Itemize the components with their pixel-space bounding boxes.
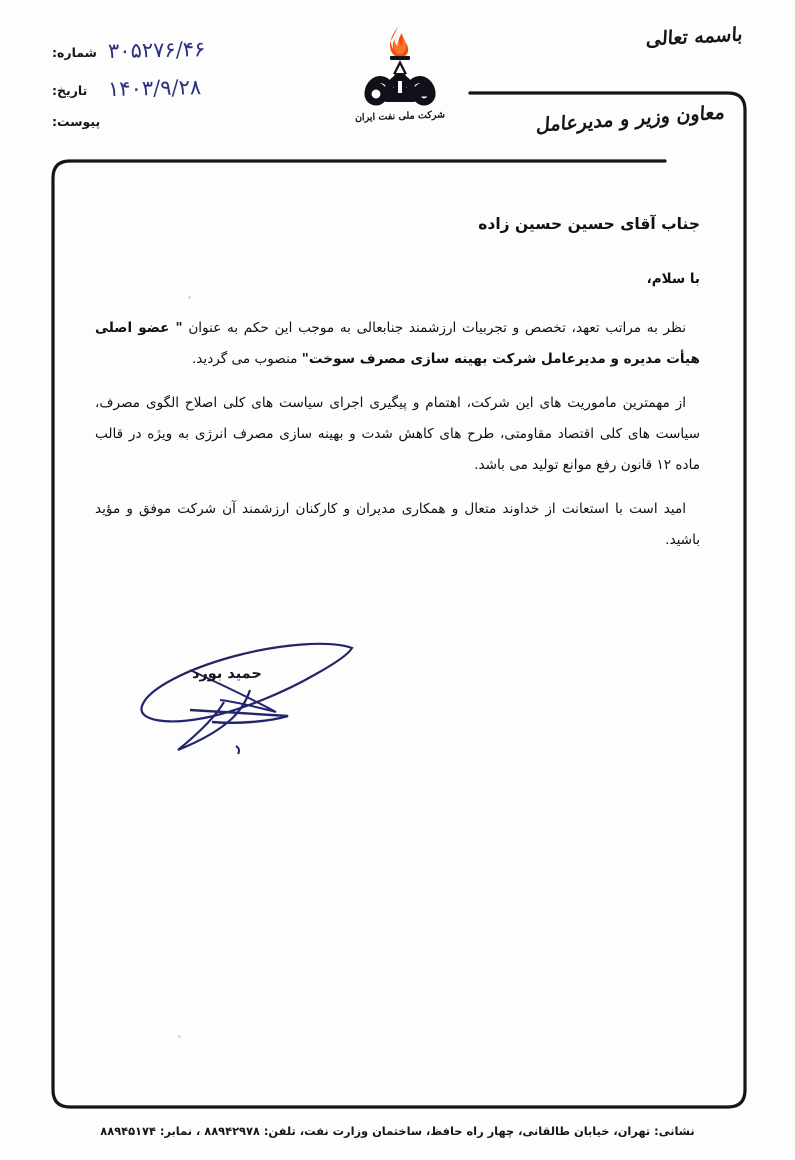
reference-number-label: شماره: bbox=[52, 45, 97, 60]
reference-date-label: تاریخ: bbox=[52, 83, 88, 98]
reference-date-value: ۱۴۰۳/۹/۲۸ bbox=[107, 75, 202, 102]
addressee-line: جناب آقای حسین حسین زاده bbox=[478, 215, 700, 233]
nioc-logo-caption: شرکت ملی نفت ایران bbox=[354, 109, 446, 124]
paragraph-1-intro: نظر به مراتب تعهد، تخصص و تجربیات ارزشمند جنابعالی به موجب این حکم به عنوان bbox=[188, 320, 686, 336]
reference-number-value: ۳۰۵۲۷۶/۴۶ bbox=[107, 37, 206, 64]
reference-number-row bbox=[52, 38, 267, 76]
basmala-text: باسمه تعالی bbox=[645, 23, 744, 51]
letter-body bbox=[95, 215, 700, 569]
paragraph-closing: امید است با استعانت از خداوند متعال و همکاری مدیران و کارکنان ارزشمند آن شرکت موفق و مؤید باشید. bbox=[95, 501, 700, 548]
nioc-logo bbox=[352, 18, 448, 138]
reference-attachment-row bbox=[52, 114, 267, 144]
paragraph-appointment bbox=[95, 313, 700, 375]
reference-block bbox=[52, 38, 267, 144]
handwritten-signature-icon bbox=[120, 630, 390, 760]
signatory-name: حمید بورد bbox=[192, 666, 262, 682]
paragraph-missions: از مهمترین ماموریت های این شرکت، اهتمام و پیگیری اجرای سیاست های کلی اصلاح الگوی مصرف، سیاست های کلی اقتصاد مقاومتی، طرح های کاهش شدت و بهینه سازی مصرف انرژی به ویژه در قالب ماده ۱۲ قانون رفع موانع تولید می باشد. bbox=[95, 395, 700, 473]
appointment-position: " عضو اصلی هیأت مدیره و مدیرعامل شرکت بهینه سازی مصرف سوخت" bbox=[95, 320, 700, 367]
nioc-logo-icon bbox=[354, 18, 446, 110]
reference-date-row bbox=[52, 76, 267, 114]
greeting-line: با سلام، bbox=[646, 271, 700, 287]
reference-attachment-label: پیوست: bbox=[52, 114, 101, 129]
signature-area bbox=[120, 630, 390, 770]
scan-speck bbox=[178, 1035, 181, 1038]
paragraph-1-tail: منصوب می گردید. bbox=[191, 351, 298, 367]
footer-address: نشانی: تهران، خیابان طالقانی، چهار راه حافظ، ساختمان وزارت نفت، تلفن: ۸۸۹۴۲۹۷۸ ، نمابر: ۸۸۹۴۵۱۷۴ bbox=[100, 1124, 695, 1138]
letter-header bbox=[0, 0, 795, 165]
department-title: معاون وزیر و مدیرعامل bbox=[535, 101, 726, 137]
